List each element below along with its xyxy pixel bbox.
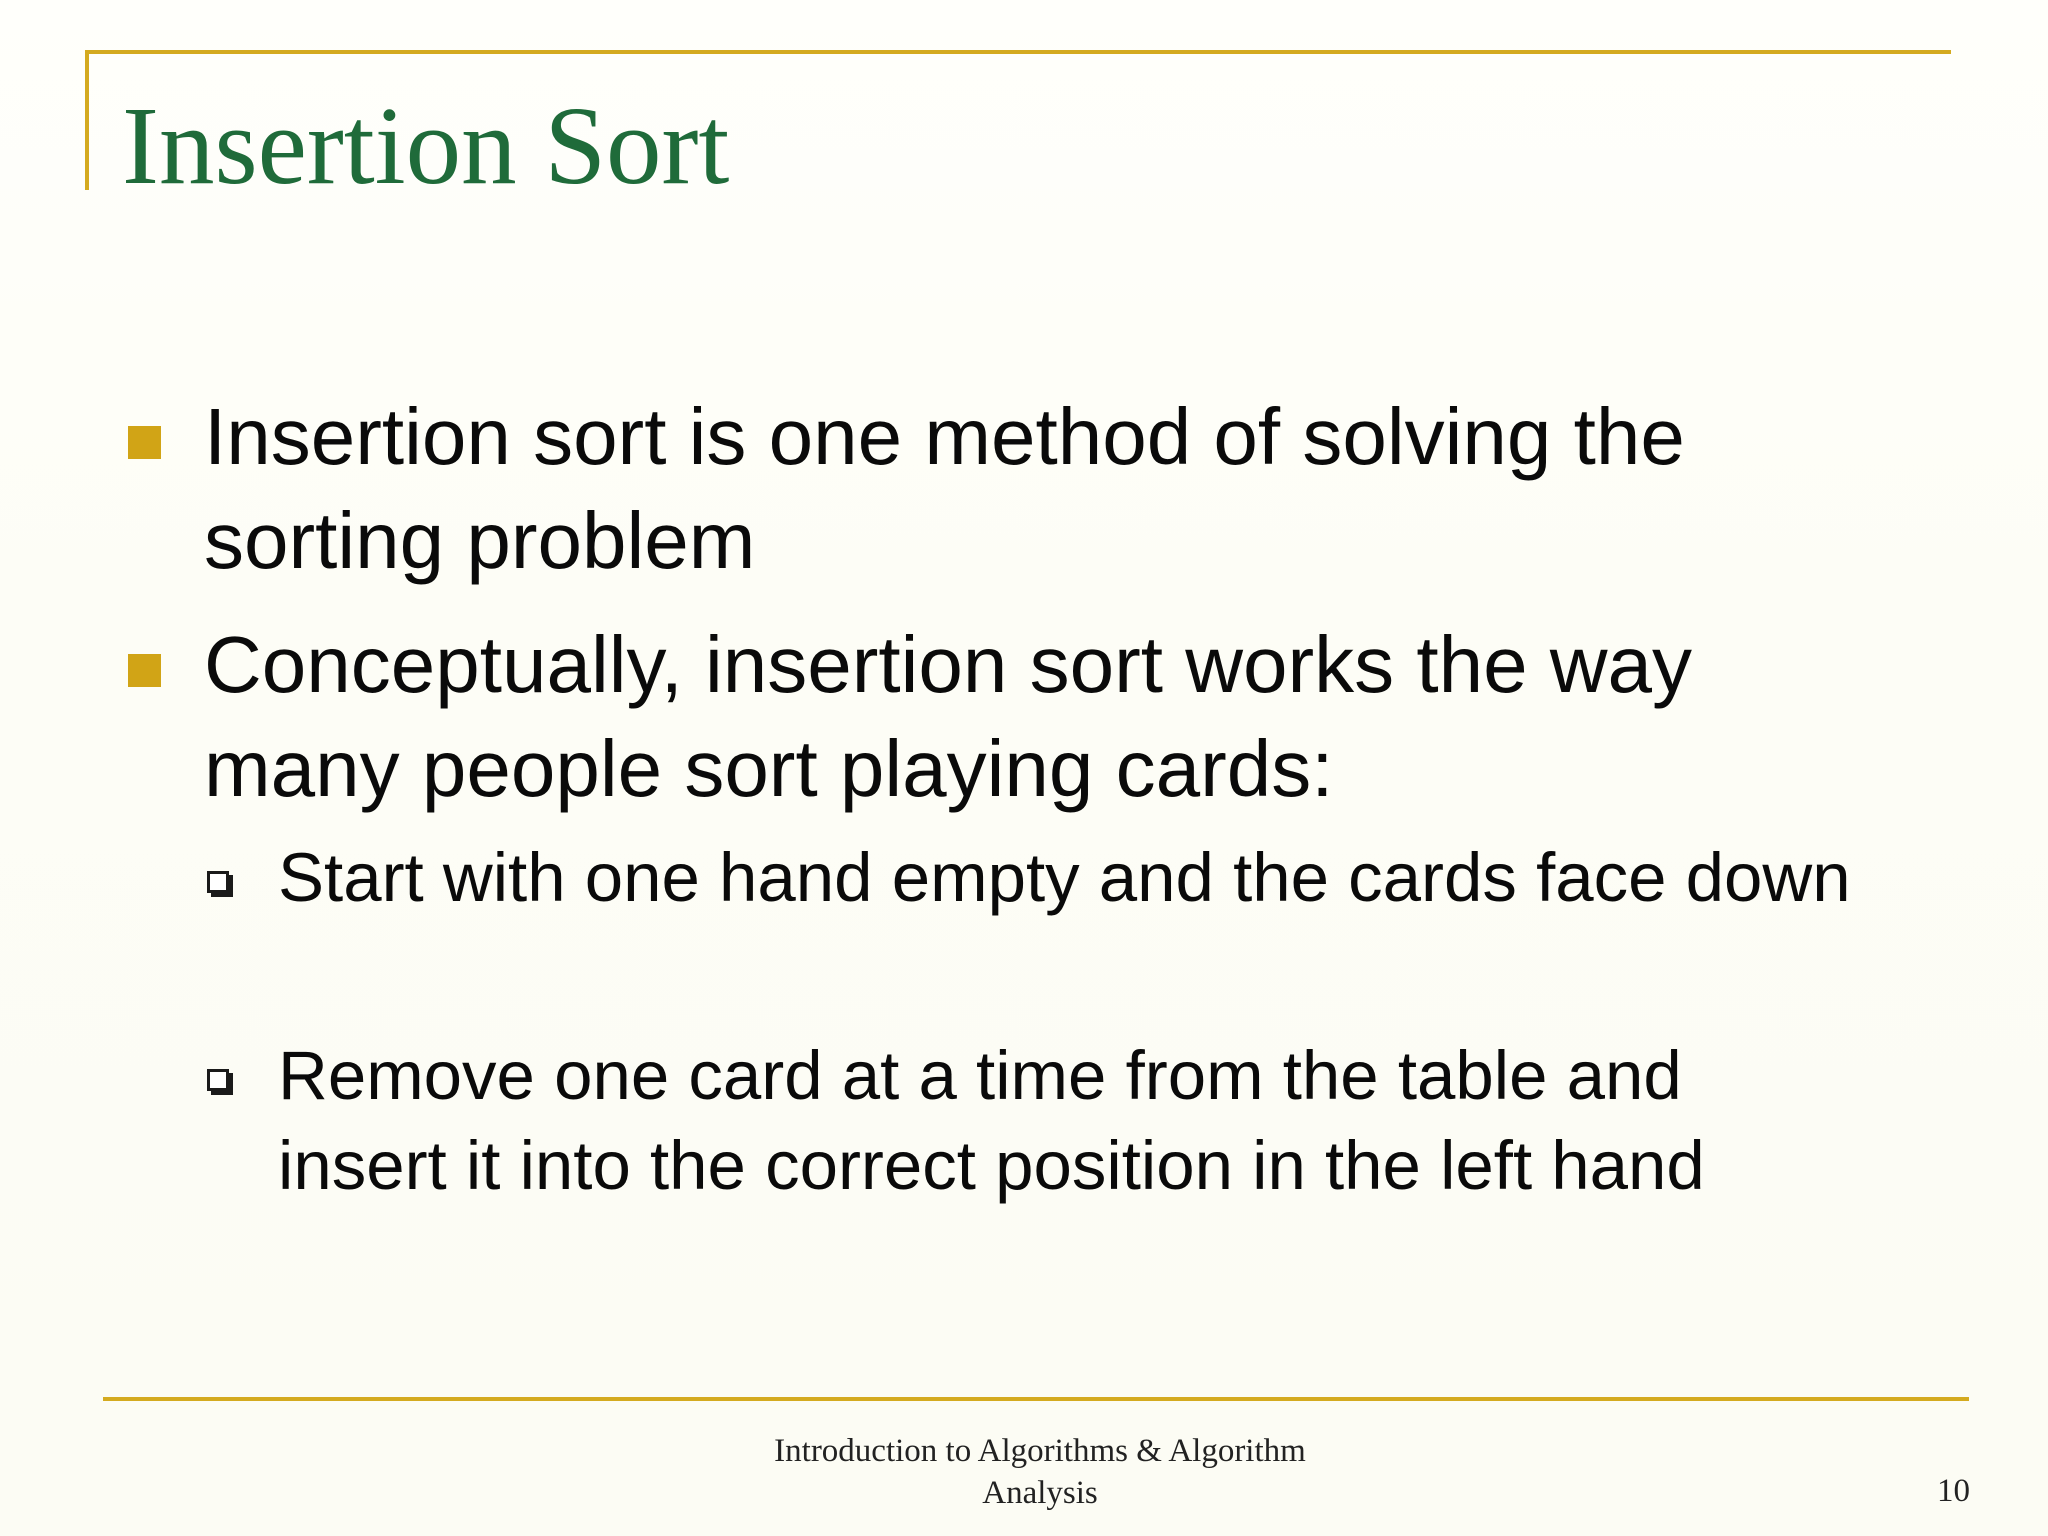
slide-title: Insertion Sort (122, 85, 730, 208)
page-number: 10 (1937, 1473, 1970, 1509)
top-rule (85, 50, 1951, 54)
filled-square-bullet-icon (128, 426, 161, 459)
hollow-square-bullet-icon (207, 871, 229, 893)
bullet-text: Conceptually, insertion sort works the way many people sort playing cards: (204, 620, 1693, 813)
sub-bullet-text: Start with one hand empty and the cards face down (278, 839, 1851, 916)
bullet-text: Insertion sort is one method of solving the sorting problem (204, 392, 1685, 585)
filled-square-bullet-icon (128, 654, 161, 687)
bottom-rule (103, 1397, 1969, 1401)
sub-bullet-text: Remove one card at a time from the table and insert it into the correct position in the left hand (278, 1037, 1705, 1204)
left-rule (85, 50, 89, 190)
slide-footer: Introduction to Algorithms & Algorithm Analysis (774, 1433, 1306, 1511)
hollow-square-bullet-icon (207, 1069, 229, 1091)
